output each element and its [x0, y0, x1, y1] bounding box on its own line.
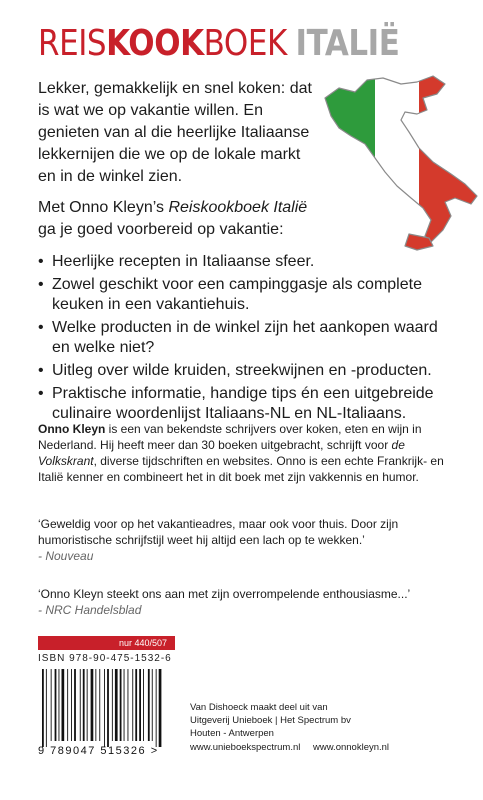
list-item-text: Praktische informatie, handige tips én een uitgebreide culinaire woordenlijst Italiaans-NL en NL-Italiaans. — [52, 385, 434, 422]
barcode-bar — [148, 669, 150, 741]
list-item: • Welke producten in de winkel zijn het aankopen waard en welke niet? — [38, 319, 438, 356]
intro2-before: Met Onno Kleyn’s — [38, 199, 169, 216]
barcode-bar — [87, 669, 88, 741]
publisher-url: www.unieboekspectrum.nl — [190, 742, 301, 753]
list-item: • Zowel geschikt voor een campinggasje als complete keuken in een vakantiehuis. — [38, 276, 422, 313]
review-quote — [38, 516, 448, 564]
bio-text-1: is een van bekendste schrijvers over koken, eten en wijn in Nederland. Hij heeft meer dan 30 boeken uitgebracht, schrijft voor — [38, 422, 422, 452]
publisher-info — [190, 701, 440, 740]
feature-list — [38, 252, 458, 427]
barcode-graphic — [38, 667, 183, 757]
intro-paragraph-2 — [38, 197, 313, 241]
title-kook: KOOK — [106, 23, 204, 64]
barcode-bar — [128, 669, 129, 741]
barcode-bar — [132, 669, 133, 741]
list-item-text: Welke producten in de winkel zijn het aankopen waard en welke niet? — [52, 319, 438, 356]
barcode-bar — [104, 669, 105, 747]
author-bio — [38, 421, 448, 485]
barcode-bar — [62, 669, 65, 741]
bio-newspaper: de Volkskrant — [38, 438, 405, 468]
list-item-text: Zowel geschikt voor een campinggasje als complete keuken in een vakantiehuis. — [52, 276, 422, 313]
italy-flag-map-illustration — [305, 70, 483, 255]
barcode-bar — [74, 669, 76, 741]
quote-text: ‘Geweldig voor op het vakantieadres, maar ook voor thuis. Door zijn humoristische schrijfstijl weet hij altijd een lach op te wekken.’ — [38, 517, 399, 547]
intro-paragraph: Lekker, gemakkelijk en snel koken: dat is wat we op vakantie willen. En genieten van al die heerlijke Italiaanse lekkernijen die we op de lokale markt en in de winkel zien. — [38, 80, 312, 185]
barcode-bar — [107, 669, 109, 747]
publisher-line: Uitgeverij Unieboek | Het Spectrum bv — [190, 715, 351, 726]
barcode-digits: 9 789047 515326 > — [38, 745, 159, 757]
isbn-number: ISBN 978-90-475-1532-6 — [38, 653, 172, 664]
title-reis: REIS — [38, 23, 107, 64]
quote-source: - Nouveau — [38, 549, 94, 563]
publisher-line: Van Dishoeck maakt deel uit van — [190, 702, 328, 713]
barcode-bar — [67, 669, 68, 741]
intro2-book-title: Reiskookboek Italië — [168, 199, 308, 216]
title-boek: BOEK — [203, 23, 287, 64]
author-url: www.onnokleyn.nl — [313, 742, 390, 753]
barcode-bar — [83, 669, 85, 741]
review-quote — [38, 586, 448, 618]
barcode-bar — [143, 669, 144, 741]
title-italie: ITALIË — [295, 23, 400, 64]
list-item-text: Uitleg over wilde kruiden, streekwijnen en -producten. — [52, 362, 432, 379]
barcode-bar — [59, 669, 60, 741]
list-item: • Heerlijke recepten in Italiaanse sfeer. — [38, 253, 315, 270]
bio-text-2: , diverse tijdschriften en websites. Onno is een echte Frankrijk- en Italië kenner en combineert het in dit boek met zijn vakkennis en humor. — [38, 454, 444, 484]
barcode-bar — [135, 669, 137, 741]
barcode-bar — [42, 669, 44, 747]
list-item: • Praktische informatie, handige tips én een uitgebreide culinaire woordenlijst Italiaans-NL en NL-Italiaans. — [38, 385, 434, 422]
barcode-bar — [71, 669, 72, 741]
barcode-bar — [159, 669, 162, 747]
quote-text: ‘Onno Kleyn steekt ons aan met zijn overrompelende enthousiasme...’ — [38, 587, 411, 601]
website-links — [190, 742, 399, 753]
barcode-bar — [115, 669, 118, 741]
nur-code-label: nur 440/507 — [38, 636, 175, 650]
barcode-bar — [124, 669, 125, 741]
barcode-bar — [91, 669, 94, 741]
list-item: • Uitleg over wilde kruiden, streekwijnen en -producten. — [38, 362, 432, 379]
publisher-line: Houten - Antwerpen — [190, 728, 274, 739]
barcode-bar — [156, 669, 157, 747]
quote-source: - NRC Handelsblad — [38, 603, 142, 617]
barcode-bar — [46, 669, 47, 747]
barcode-bar — [51, 669, 52, 741]
barcode-bar — [99, 669, 100, 741]
barcode-bar — [80, 669, 81, 741]
barcode-bar — [95, 669, 96, 741]
barcode-bar — [152, 669, 153, 741]
author-name: Onno Kleyn — [38, 422, 106, 436]
barcode-bar — [139, 669, 141, 741]
book-title — [38, 22, 399, 66]
list-item-text: Heerlijke recepten in Italiaanse sfeer. — [52, 253, 315, 270]
barcode-bar — [55, 669, 57, 741]
barcode-bar — [112, 669, 113, 741]
intro2-after: ga je goed voorbereid op vakantie: — [38, 221, 284, 238]
barcode-bar — [120, 669, 122, 741]
